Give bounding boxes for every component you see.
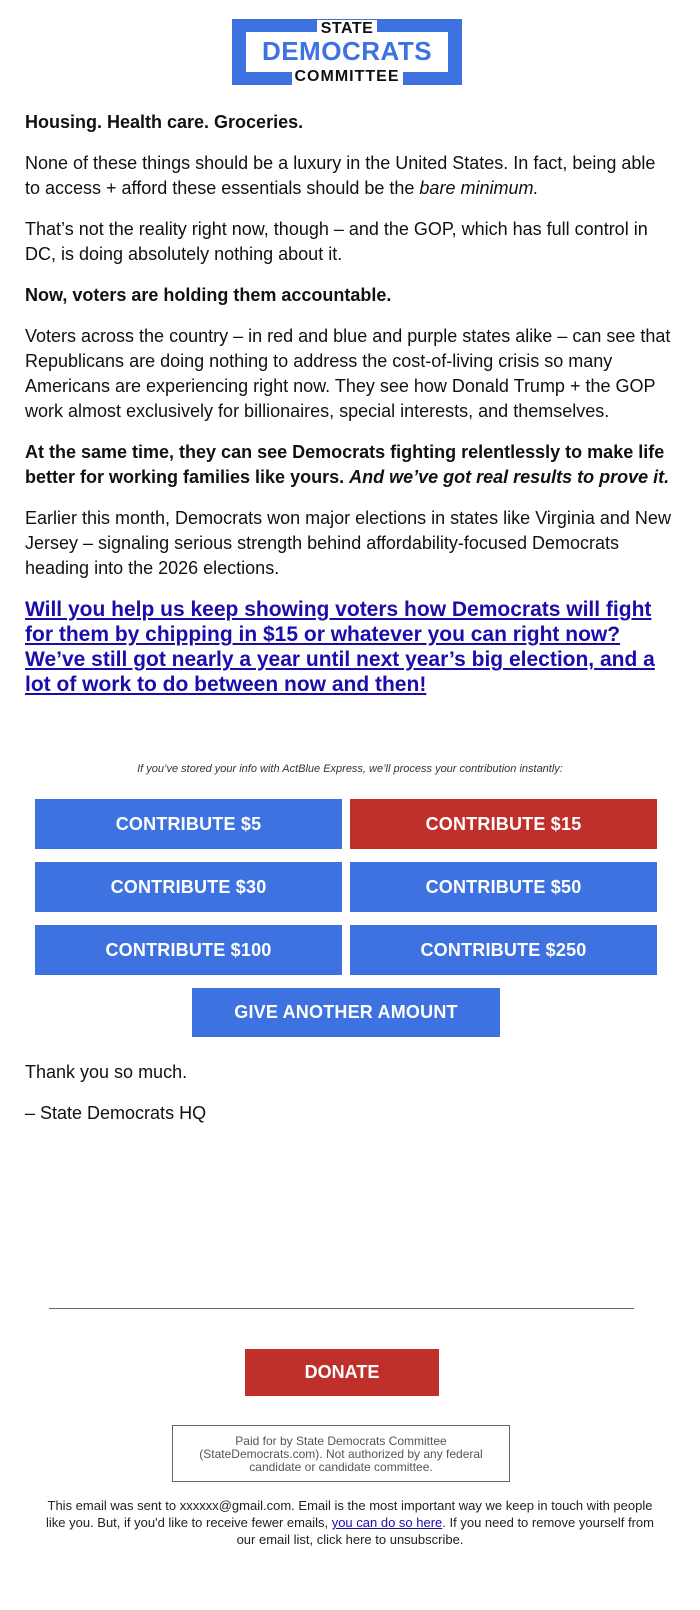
- contribute-5-button[interactable]: CONTRIBUTE $5: [35, 799, 342, 849]
- contribute-15-button[interactable]: CONTRIBUTE $15: [350, 799, 657, 849]
- give-another-amount-button[interactable]: GIVE ANOTHER AMOUNT: [192, 988, 500, 1037]
- logo-committee-text: COMMITTEE: [292, 68, 403, 85]
- logo-state-text: STATE: [317, 20, 378, 37]
- contribute-30-button[interactable]: CONTRIBUTE $30: [35, 862, 342, 912]
- paragraph-luxury-emphasis: bare minimum.: [419, 178, 539, 198]
- state-democrats-logo[interactable]: [232, 19, 462, 85]
- footer-divider: [49, 1308, 634, 1309]
- fewer-emails-link[interactable]: you can do so here: [331, 1515, 443, 1530]
- paragraph-fighting-text: At the same time, they can see Democrats fighting relentlessly to make life better for working families like yours.: [25, 442, 665, 487]
- paragraph-fighting: [25, 440, 675, 490]
- headline-paragraph: Housing. Health care. Groceries.: [25, 112, 304, 132]
- paragraph-fighting-emphasis: And we’ve got real results to prove it.: [349, 467, 670, 487]
- paragraph-elections: Earlier this month, Democrats won major elections in states like Virginia and New Jersey – signaling serious strength behind affordability-focused Democrats heading into the 2026 elections.: [25, 508, 671, 578]
- logo-inner-box: [246, 20, 448, 85]
- email-footer: [45, 1497, 655, 1548]
- contribute-250-button[interactable]: CONTRIBUTE $250: [350, 925, 657, 975]
- cta-donation-link[interactable]: Will you help us keep showing voters how Democrats will fight for them by chipping in $15 or whatever you can right now? We’ve still got nearly a year until next year’s big election, and a lot of work to do between now and then!: [25, 598, 655, 696]
- paragraph-luxury-text: None of these things should be a luxury in the United States. In fact, being able to access + afford these essentials should be the: [25, 153, 656, 198]
- contribute-100-button[interactable]: CONTRIBUTE $100: [35, 925, 342, 975]
- actblue-express-note: If you’ve stored your info with ActBlue Express, we’ll process your contribution instantly:: [137, 763, 563, 775]
- contribute-50-button[interactable]: CONTRIBUTE $50: [350, 862, 657, 912]
- footer-text-3: . If you need to remove yourself from our email list, click here to unsubscribe.: [236, 1515, 654, 1547]
- paragraph-reality: That’s not the reality right now, though – and the GOP, which has full control in DC, is doing absolutely nothing about it.: [25, 219, 648, 264]
- donate-button[interactable]: DONATE: [245, 1349, 439, 1396]
- email-body: [25, 110, 675, 697]
- footer-text-2: . Email is the most important way we keep in touch with people like you. But, if you'd like to receive fewer emails,: [45, 1498, 653, 1530]
- signature-text: – State Democrats HQ: [25, 1103, 207, 1123]
- logo-democrats-text: DEMOCRATS: [261, 36, 433, 66]
- footer-text-1: This email was sent to: [47, 1498, 180, 1513]
- paragraph-luxury: [25, 151, 675, 201]
- paid-for-disclaimer: Paid for by State Democrats Committee (StateDemocrats.com). Not authorized by any federal candidate or candidate committee.: [172, 1425, 510, 1482]
- paragraph-voters: Voters across the country – in red and blue and purple states alike – can see that Republicans are doing nothing to address the cost-of-living crisis so many Americans are experiencing right now. They see how Donald Trump + the GOP work almost exclusively for billionaires, special interests, and themselves.: [25, 326, 671, 421]
- closing-section: [25, 1060, 206, 1142]
- thank-you-text: Thank you so much.: [25, 1062, 188, 1082]
- paragraph-accountable: Now, voters are holding them accountable.: [25, 285, 392, 305]
- footer-email: xxxxxx@gmail.com: [179, 1498, 292, 1513]
